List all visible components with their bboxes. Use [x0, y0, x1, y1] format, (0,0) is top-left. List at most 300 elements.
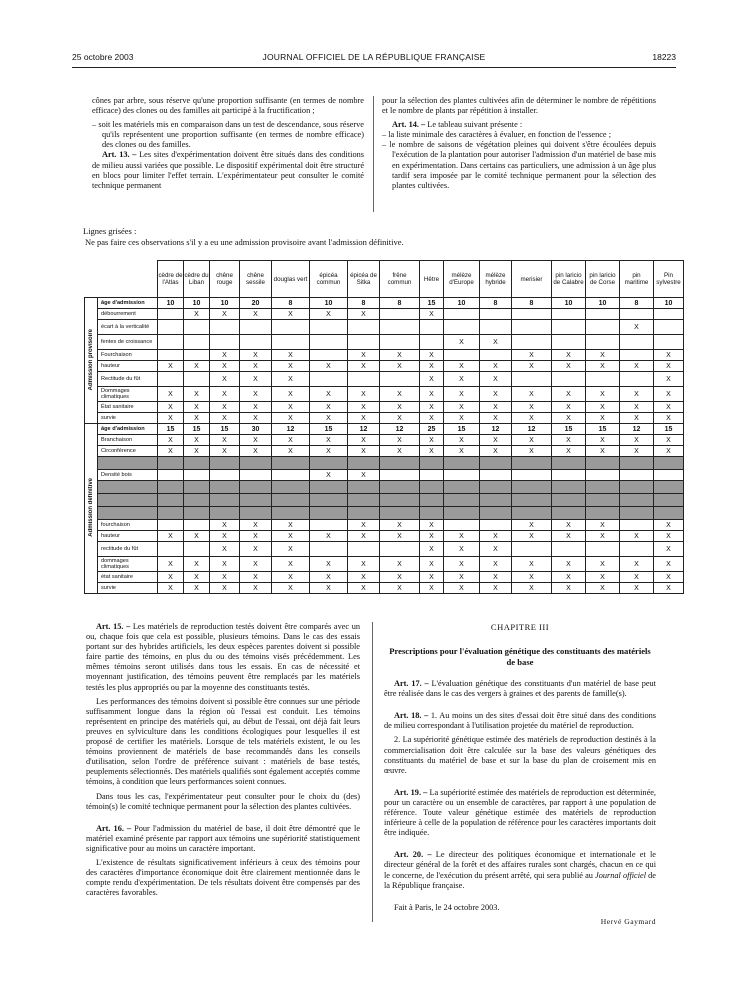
table-cell: X	[444, 583, 480, 594]
article-label: Art. 19. –	[394, 787, 428, 797]
table-cell: X	[586, 446, 620, 457]
criterion-row	[85, 446, 684, 457]
table-cell: X	[348, 413, 380, 424]
table-cell: 8	[620, 298, 654, 309]
table-cell: X	[512, 402, 552, 413]
criterion-label: dommages climatiques	[98, 557, 158, 572]
group-label-cell	[85, 298, 98, 424]
table-cell	[586, 457, 620, 470]
table-cell: X	[654, 350, 684, 361]
table-cell	[272, 320, 310, 335]
table-cell: X	[348, 387, 380, 402]
table-cell	[158, 372, 184, 387]
table-cell	[512, 309, 552, 320]
table-cell	[210, 494, 240, 507]
table-cell: X	[552, 387, 586, 402]
table-cell: X	[444, 372, 480, 387]
table-cell	[310, 494, 348, 507]
journal-name: Journal officiel	[595, 870, 647, 880]
criterion-row	[85, 309, 684, 320]
article-text: L'évaluation génétique des constituants d'un matériel de base peut être réalisée dans le cas des vergers à graines et des parents de famille(s).	[384, 679, 656, 699]
table-cell: X	[444, 542, 480, 557]
paragraph: cônes par arbre, sous réserve qu'une proportion suffisante (en termes de nombre efficace) des clones ou des familles ait participé à la fructification ;	[92, 96, 364, 116]
table-cell: X	[348, 520, 380, 531]
table-cell: X	[310, 361, 348, 372]
table-cell: X	[272, 309, 310, 320]
table-cell: 12	[380, 424, 420, 435]
article-text: Le directeur des politiques économique et internationale et le directeur général de la forêt et des affaires rurales sont chargés, chacun en ce qui le concerne, de l'exécution du présent arrêté, qui sera publié au	[384, 850, 656, 880]
table-cell: X	[480, 361, 512, 372]
table-cell: X	[586, 520, 620, 531]
table-cell: X	[620, 583, 654, 594]
table-cell: X	[444, 402, 480, 413]
table-cell	[512, 335, 552, 350]
criterion-row	[85, 542, 684, 557]
table-cell	[620, 542, 654, 557]
signature-place-date: Fait à Paris, le 24 octobre 2003.	[394, 902, 500, 912]
table-cell	[654, 320, 684, 335]
table-cell: 8	[480, 298, 512, 309]
table-cell	[654, 309, 684, 320]
table-cell: X	[210, 372, 240, 387]
table-cell	[654, 470, 684, 481]
article-17	[384, 679, 656, 699]
species-column-header: mélèze d'Europe	[444, 261, 480, 298]
table-cell: X	[654, 542, 684, 557]
table-cell: X	[552, 435, 586, 446]
species-column-header: merisier	[512, 261, 552, 298]
criterion-row	[85, 361, 684, 372]
table-cell: X	[158, 402, 184, 413]
table-cell: 10	[210, 298, 240, 309]
bottom-right-column	[384, 622, 656, 927]
table-cell	[380, 335, 420, 350]
table-cell	[272, 335, 310, 350]
table-cell: X	[512, 435, 552, 446]
criterion-row	[85, 507, 684, 520]
table-cell: X	[444, 435, 480, 446]
table-cell	[654, 457, 684, 470]
criterion-label: fentes de croissance	[98, 335, 158, 350]
table-cell: X	[240, 361, 272, 372]
table-cell	[512, 457, 552, 470]
table-cell: X	[586, 387, 620, 402]
table-cell: X	[240, 309, 272, 320]
species-column-header: frêne commun	[380, 261, 420, 298]
bottom-left-column	[86, 622, 360, 902]
table-cell: X	[272, 435, 310, 446]
table-cell: X	[240, 387, 272, 402]
table-cell: X	[654, 402, 684, 413]
header-page-number: 18223	[652, 52, 676, 62]
table-cell: X	[240, 531, 272, 542]
list-item: – la liste minimale des caractères à évaluer, en fonction de l'essence ;	[382, 130, 611, 140]
species-column-header: Pin sylvestre	[654, 261, 684, 298]
table-cell	[654, 335, 684, 350]
table-cell: X	[210, 402, 240, 413]
table-cell: X	[310, 583, 348, 594]
table-cell: X	[512, 572, 552, 583]
table-cell	[158, 542, 184, 557]
table-cell: X	[586, 557, 620, 572]
table-cell	[348, 507, 380, 520]
species-column-header: épicéa commun	[310, 261, 348, 298]
table-cell	[552, 470, 586, 481]
table-cell: X	[654, 446, 684, 457]
table-cell	[552, 542, 586, 557]
table-cell	[552, 309, 586, 320]
list-item: – le nombre de saisons de végétation pleines qui doivent s'être écoulées depuis l'exécution de la plantation pour autoriser l'admission d'un matériel de base mis en expérimentation. Dans certains cas particuliers, une admission à un âge plus tardif sera imposée par le comité technique permanent pour la sélection des plantes cultivées.	[382, 140, 656, 190]
species-column-header: mélèze hybride	[480, 261, 512, 298]
table-cell	[654, 481, 684, 494]
table-cell	[444, 481, 480, 494]
table-cell	[420, 470, 444, 481]
table-cell	[620, 350, 654, 361]
table-cell: X	[480, 387, 512, 402]
table-cell: X	[444, 335, 480, 350]
table-cell	[444, 507, 480, 520]
table-cell: X	[586, 361, 620, 372]
table-cell	[240, 470, 272, 481]
table-cell	[158, 335, 184, 350]
table-cell: 10	[158, 298, 184, 309]
table-cell	[158, 507, 184, 520]
criterion-row	[85, 350, 684, 361]
table-cell: X	[310, 435, 348, 446]
article-label: Art. 20. –	[394, 850, 432, 860]
table-cell: X	[210, 583, 240, 594]
table-cell: 30	[240, 424, 272, 435]
table-cell	[552, 507, 586, 520]
table-cell: X	[184, 309, 210, 320]
table-cell: X	[380, 413, 420, 424]
table-cell: X	[158, 557, 184, 572]
table-cell: X	[586, 350, 620, 361]
table-cell	[444, 350, 480, 361]
criterion-row	[85, 413, 684, 424]
age-row	[85, 424, 684, 435]
table-cell	[380, 372, 420, 387]
criterion-label: Rectitude du fût	[98, 372, 158, 387]
table-cell: X	[348, 402, 380, 413]
table-cell: X	[158, 435, 184, 446]
table-cell: X	[380, 387, 420, 402]
table-cell	[512, 542, 552, 557]
table-cell: X	[210, 557, 240, 572]
criterion-row	[85, 494, 684, 507]
criterion-label	[98, 457, 158, 470]
table-cell: X	[552, 583, 586, 594]
table-cell	[210, 320, 240, 335]
article-16	[86, 824, 360, 854]
article-13	[92, 150, 364, 190]
table-cell	[310, 320, 348, 335]
table-cell: 25	[420, 424, 444, 435]
criterion-row	[85, 520, 684, 531]
table-cell	[240, 507, 272, 520]
table-cell: X	[654, 583, 684, 594]
table-cell	[552, 335, 586, 350]
column-divider	[373, 96, 374, 212]
table-cell: X	[420, 435, 444, 446]
paragraph: pour la sélection des plantes cultivées afin de déterminer le nombre de répétitions et le nombre de plants par répétition à installer.	[382, 96, 656, 116]
criterion-row	[85, 387, 684, 402]
table-cell	[380, 457, 420, 470]
table-cell: X	[552, 531, 586, 542]
article-text: Pour l'admission du matériel de base, il doit être démontré que le matériel examiné présente par rapport aux témoins une supériorité statistiquement significative pour au moins un caractère important.	[86, 823, 361, 853]
table-cell	[480, 520, 512, 531]
table-cell	[310, 372, 348, 387]
table-cell	[348, 494, 380, 507]
table-cell	[184, 372, 210, 387]
table-cell: X	[158, 446, 184, 457]
table-cell: X	[184, 531, 210, 542]
species-column-header: chêne sessile	[240, 261, 272, 298]
table-cell	[348, 542, 380, 557]
table-cell: X	[420, 557, 444, 572]
table-cell: X	[310, 309, 348, 320]
table-cell	[552, 320, 586, 335]
table-cell: X	[420, 402, 444, 413]
table-cell: X	[512, 387, 552, 402]
article-18	[384, 711, 656, 731]
table-cell	[210, 470, 240, 481]
table-cell: 15	[158, 424, 184, 435]
table-cell	[552, 481, 586, 494]
table-cell	[586, 335, 620, 350]
paragraph: Dans tous les cas, l'expérimentateur peut consulter pour le choix du (des) témoin(s) le comité technique permanent pour la sélection des plantes cultivées.	[86, 791, 360, 811]
table-cell	[620, 470, 654, 481]
criterion-row	[85, 572, 684, 583]
table-cell: X	[654, 435, 684, 446]
table-cell: X	[184, 435, 210, 446]
table-cell	[620, 481, 654, 494]
table-cell: X	[380, 583, 420, 594]
table-cell: X	[272, 446, 310, 457]
header-date: 25 octobre 2003	[72, 52, 134, 62]
species-column-header: pin maritime	[620, 261, 654, 298]
table-cell: X	[620, 435, 654, 446]
criterion-label: âge d'admission	[98, 298, 158, 309]
table-cell: 15	[552, 424, 586, 435]
table-cell: 8	[272, 298, 310, 309]
criterion-label: Fourchaison	[98, 350, 158, 361]
table-cell: X	[420, 572, 444, 583]
table-cell	[272, 494, 310, 507]
table-cell	[184, 507, 210, 520]
table-cell: X	[272, 413, 310, 424]
table-cell: X	[512, 520, 552, 531]
table-cell	[158, 457, 184, 470]
table-cell: X	[380, 572, 420, 583]
table-cell: X	[420, 446, 444, 457]
criterion-label: hauteur	[98, 361, 158, 372]
table-cell: X	[552, 557, 586, 572]
table-cell: X	[480, 372, 512, 387]
table-cell: X	[348, 583, 380, 594]
table-cell: 10	[184, 298, 210, 309]
table-cell: X	[380, 557, 420, 572]
table-cell	[158, 309, 184, 320]
table-cell	[310, 335, 348, 350]
table-cell	[420, 335, 444, 350]
criterion-label: Dommages climatiques	[98, 387, 158, 402]
article-20	[384, 850, 656, 890]
table-cell	[586, 507, 620, 520]
table-cell: X	[586, 435, 620, 446]
table-cell: X	[480, 413, 512, 424]
table-cell	[210, 507, 240, 520]
table-cell: 15	[444, 424, 480, 435]
table-cell: X	[210, 572, 240, 583]
table-cell	[184, 350, 210, 361]
table-cell	[480, 457, 512, 470]
criterion-label: État sanitaire	[98, 402, 158, 413]
table-cell: X	[210, 361, 240, 372]
criterion-label: survie	[98, 413, 158, 424]
table-cell	[480, 507, 512, 520]
table-cell	[380, 542, 420, 557]
criterion-row	[85, 557, 684, 572]
table-cell: X	[512, 531, 552, 542]
table-cell: X	[420, 531, 444, 542]
table-cell: X	[420, 413, 444, 424]
table-cell: X	[552, 572, 586, 583]
table-cell: X	[272, 387, 310, 402]
table-cell: 15	[310, 424, 348, 435]
table-cell: X	[184, 557, 210, 572]
table-cell: 15	[420, 298, 444, 309]
table-cell: X	[620, 557, 654, 572]
table-cell: X	[272, 531, 310, 542]
table-cell: X	[158, 531, 184, 542]
table-cell: X	[620, 320, 654, 335]
table-cell: X	[620, 361, 654, 372]
table-cell: X	[240, 446, 272, 457]
species-column-header: Hêtre	[420, 261, 444, 298]
paragraph: Les performances des témoins doivent si possible être connues sur une période suffisamment longue dans la région où l'essai est conduit. Les témoins représentent en principe des matériels qui, au début de l'essai, ont déjà fait leurs preuves en sylviculture dans les conditions écologiques pour lesquelles il est proposé de certifier les matériels. Lorsque de tels matériels existent, le ou les témoins proviennent de matériels de base recommandés dans les conseils d'utilisation, selon l'ordre de préférence suivant : matériels de base testés, peuplements sélectionnés. Des matériels qualifiés sont également acceptés comme témoins, à condition que leurs performances soient connues.	[86, 696, 360, 787]
table-cell	[348, 457, 380, 470]
table-cell	[620, 520, 654, 531]
table-cell: X	[512, 446, 552, 457]
table-cell: X	[552, 402, 586, 413]
table-cell	[586, 309, 620, 320]
table-cell: X	[348, 435, 380, 446]
table-cell: 15	[184, 424, 210, 435]
article-label: Art. 18. –	[394, 711, 429, 721]
table-cell: X	[420, 361, 444, 372]
table-cell: X	[620, 531, 654, 542]
article-text: Les sites d'expérimentation doivent être situés dans des conditions de milieu aussi variées que possible. Le dispositif expérimental doit être structuré en blocs pour limiter l'effet terrain. L'expérimentateur peut consulter le comité technique permanent	[92, 150, 364, 190]
header-rule	[72, 67, 676, 68]
criterion-label: fourchaison	[98, 520, 158, 531]
table-cell	[512, 507, 552, 520]
table-cell: X	[310, 387, 348, 402]
article-text: La supériorité estimée des matériels de reproduction est déterminée, pour un caractère ou un ensemble de caractères, par rapport à une population de référence. Toute valeur génétique estimée des matériels de reproduction inférieure à celle de la population de référence pour les caractères importants doit être indiquée.	[384, 787, 657, 838]
table-cell	[552, 457, 586, 470]
table-cell	[420, 457, 444, 470]
table-cell: X	[272, 402, 310, 413]
top-right-column	[382, 96, 656, 191]
table-cell: X	[654, 387, 684, 402]
table-cell: X	[480, 402, 512, 413]
table-cell	[348, 320, 380, 335]
table-cell: X	[348, 446, 380, 457]
species-column-header: épicéa de Sitka	[348, 261, 380, 298]
table-cell: X	[620, 446, 654, 457]
species-column-header: chêne rouge	[210, 261, 240, 298]
table-cell: X	[480, 435, 512, 446]
table-cell	[380, 309, 420, 320]
table-cell: X	[184, 583, 210, 594]
table-cell: 15	[210, 424, 240, 435]
table-cell	[586, 494, 620, 507]
table-cell	[586, 470, 620, 481]
table-cell	[240, 481, 272, 494]
table-cell: X	[272, 583, 310, 594]
table-cell: X	[586, 572, 620, 583]
table-cell: X	[240, 557, 272, 572]
table-cell: X	[348, 350, 380, 361]
criterion-label: survie	[98, 583, 158, 594]
table-cell	[184, 320, 210, 335]
table-cell: 12	[272, 424, 310, 435]
table-cell	[444, 470, 480, 481]
table-cell: X	[158, 413, 184, 424]
table-cell: X	[210, 435, 240, 446]
table-cell	[586, 372, 620, 387]
article-text: de la République française.	[384, 870, 656, 890]
legend-title: Lignes grisées :	[83, 226, 137, 236]
table-cell: X	[348, 572, 380, 583]
table-cell	[480, 320, 512, 335]
table-cell	[620, 507, 654, 520]
table-cell	[272, 457, 310, 470]
table-cell	[420, 481, 444, 494]
article-label: Art. 17. –	[394, 679, 429, 689]
table-cell: X	[158, 387, 184, 402]
table-cell	[512, 372, 552, 387]
table-cell	[380, 494, 420, 507]
species-column-header: pin laricio de Calabre	[552, 261, 586, 298]
table-cell: 10	[444, 298, 480, 309]
group-label: Admission provisoire	[88, 328, 94, 391]
table-cell	[444, 457, 480, 470]
article-label: Art. 16. –	[96, 823, 132, 833]
table-cell: X	[552, 446, 586, 457]
article-label: Art. 15. –	[96, 622, 131, 631]
table-cell	[158, 481, 184, 494]
criterion-row	[85, 531, 684, 542]
table-cell	[480, 470, 512, 481]
table-cell: X	[654, 520, 684, 531]
table-cell: X	[310, 446, 348, 457]
table-cell	[444, 520, 480, 531]
table-cell: X	[348, 470, 380, 481]
table-cell: X	[210, 413, 240, 424]
table-cell: X	[380, 531, 420, 542]
table-cell: X	[184, 402, 210, 413]
criterion-label: Branchaison	[98, 435, 158, 446]
table-cell: 10	[310, 298, 348, 309]
table-cell: X	[654, 557, 684, 572]
table-cell	[184, 542, 210, 557]
table-cell	[512, 320, 552, 335]
table-cell: X	[310, 402, 348, 413]
criterion-label: Densité bois	[98, 470, 158, 481]
table-cell: X	[184, 361, 210, 372]
table-cell	[512, 470, 552, 481]
